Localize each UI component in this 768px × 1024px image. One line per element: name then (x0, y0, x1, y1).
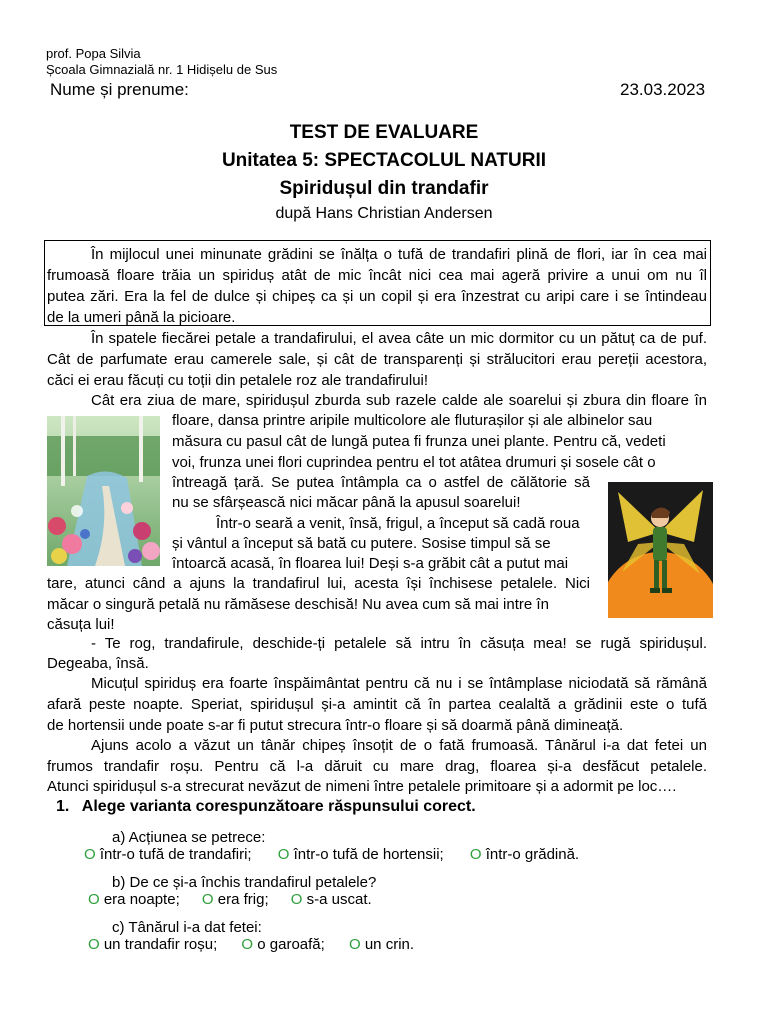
option-c2[interactable] (241, 936, 324, 953)
text-line: de hortensii unde poate s-ar fi putut strecura într-o floare și să doarmă până dimineață. (47, 717, 624, 734)
teacher-name: prof. Popa Silvia (46, 46, 141, 61)
text-line: putea zări. Era la fel de dulce și chipeș ca și un copil și era înzestrat cu aripi care i se întindeau (47, 288, 707, 305)
radio-circle-icon[interactable]: O (88, 936, 100, 953)
text-line: Atunci spiridușul s-a strecurat nevăzut de nimeni între petalele primitoare și a adormit pe loc…. (47, 778, 677, 795)
text-line: În spatele fiecărei petale a trandafirului, el avea câte un mic dormitor cu un pătuț ca de puf. (91, 330, 707, 347)
option-a2[interactable] (278, 846, 444, 863)
option-label: un trandafir roșu; (103, 936, 218, 953)
text-line: frumoasă floare trăia un spiriduș atât de mic încât nici cea mai ageră privire a unui om nu îl (47, 267, 707, 284)
option-label: într-o tufă de trandafiri; (99, 846, 252, 863)
exercise-heading (56, 798, 476, 816)
text-line: Degeaba, însă. (47, 655, 149, 672)
option-c1[interactable] (88, 936, 217, 953)
text-line: căsuța lui! (47, 616, 115, 633)
option-label: o garoafă; (257, 936, 325, 953)
text-line: voi, frunza unei flori cuprindea pentru el tot atâtea drumuri și sosele cât o (172, 454, 656, 471)
text-line: căci ei erau făcuți cu toții din petalele roz ale trandafirului! (47, 372, 429, 389)
text-line: întoarcă acasă, în floarea lui! Deși s-a grăbit cât a putut mai (172, 555, 569, 572)
text-line: măsura cu pasul cât de lungă putea fi frunza unei plante. Pentru că, vedeti (172, 433, 666, 450)
option-label: s-a uscat. (306, 891, 372, 908)
unit-title (0, 150, 768, 172)
radio-circle-icon[interactable]: O (241, 936, 254, 953)
text-line: frumos trandafir roșu. Pentru că l-a dăruit cu mare drag, floarea și-a desfăcut petalele. (47, 758, 707, 775)
text-line: și vântul a început să bată cu putere. Sosise timpul să se (172, 535, 551, 552)
text-line: Ajuns acolo a văzut un tânăr chipeș însoțit de o fată frumoasă. Tânărul i-a dat fetei un (91, 737, 707, 754)
text-line: întreagă țară. Se putea întâmpla ca o astfel de călătorie să (172, 474, 590, 491)
exercise-instruction: Alege varianta corespunzătoare răspunsului corect. (81, 798, 476, 815)
radio-circle-icon[interactable]: O (201, 891, 214, 908)
text-line: de la umeri până la picioare. (47, 309, 236, 326)
text-line: Micuțul spiriduș era foarte înspăimântat pentru că nu i se întâmplase niciodată să rămână (91, 675, 707, 692)
option-label: într-o grădină. (485, 846, 580, 863)
fairy-illustration (608, 482, 713, 618)
question-c-options (88, 935, 414, 955)
test-title: TEST DE EVALUARE (289, 122, 479, 143)
radio-circle-icon[interactable]: O (277, 846, 290, 863)
text-line: măcar o singură petală nu rămăsese deschisă! Nu avea cum să mai intre în (47, 596, 549, 613)
option-c3[interactable] (349, 936, 414, 953)
radio-circle-icon[interactable]: O (84, 846, 96, 863)
question-a-label: a) Acțiunea se petrece: (112, 829, 266, 846)
text-line: tare, atunci când a ajuns la trandafirul lui, acesta își închisese petalele. Nici (47, 575, 590, 592)
radio-circle-icon[interactable]: O (88, 891, 100, 908)
option-b1[interactable] (88, 891, 180, 908)
option-label: într-o tufă de hortensii; (293, 846, 444, 863)
option-b2[interactable] (202, 891, 269, 908)
option-label: era frig; (217, 891, 269, 908)
text-line: În mijlocul unei minunate grădini se înălța o tufă de trandafiri plină de flori, iar în cea mai (91, 246, 707, 263)
unit-prefix: Unitatea 5: (221, 150, 325, 171)
text-line: nu se sfârșească nici măcar până la apusul soarelui! (172, 494, 521, 511)
name-label: Nume și prenume: (50, 80, 189, 99)
exercise-number: 1. (56, 798, 70, 815)
option-label: era noapte; (103, 891, 180, 908)
question-b-options (88, 890, 372, 910)
text-line: Cât de parfumate erau camerele sale, și cât de transparenți și strălucitori erau pereții acestora, (47, 351, 707, 368)
option-b3[interactable] (291, 891, 372, 908)
text-line: Cât era ziua de mare, spiridușul zburda sub razele calde ale soarelui și zbura din floare în (91, 392, 707, 409)
radio-circle-icon[interactable]: O (469, 846, 482, 863)
date: 23.03.2023 (620, 80, 706, 99)
radio-circle-icon[interactable]: O (349, 936, 361, 953)
text-line: - Te rog, trandafirule, deschide-ți petalele să intru în căsuța mea! se rugă spiridușul. (91, 635, 707, 652)
text-line: floare, dansa printre aripile multicolore ale fluturașilor și ale albinelor sau (172, 412, 653, 429)
option-label: un crin. (364, 936, 415, 953)
story-title: Spiridușul din trandafir (279, 178, 489, 199)
garden-illustration (47, 416, 160, 566)
text-line: afară peste noapte. Speriat, spiridușul și-a amintit că în partea cealaltă a grădinii este o tufă (47, 696, 707, 713)
radio-circle-icon[interactable]: O (290, 891, 303, 908)
story-author: după Hans Christian Andersen (275, 205, 493, 222)
school-name: Școala Gimnazială nr. 1 Hidișelu de Sus (46, 62, 278, 77)
question-a-options (84, 845, 579, 865)
option-a1[interactable] (84, 846, 252, 863)
question-c-label: c) Tânărul i-a dat fetei: (112, 919, 262, 936)
unit-name: SPECTACOLUL NATURII (324, 150, 547, 171)
question-b-label: b) De ce și-a închis trandafirul petalele? (112, 874, 377, 891)
text-line: Într-o seară a venit, însă, frigul, a început să cadă roua (216, 515, 580, 532)
option-a3[interactable] (470, 846, 579, 863)
